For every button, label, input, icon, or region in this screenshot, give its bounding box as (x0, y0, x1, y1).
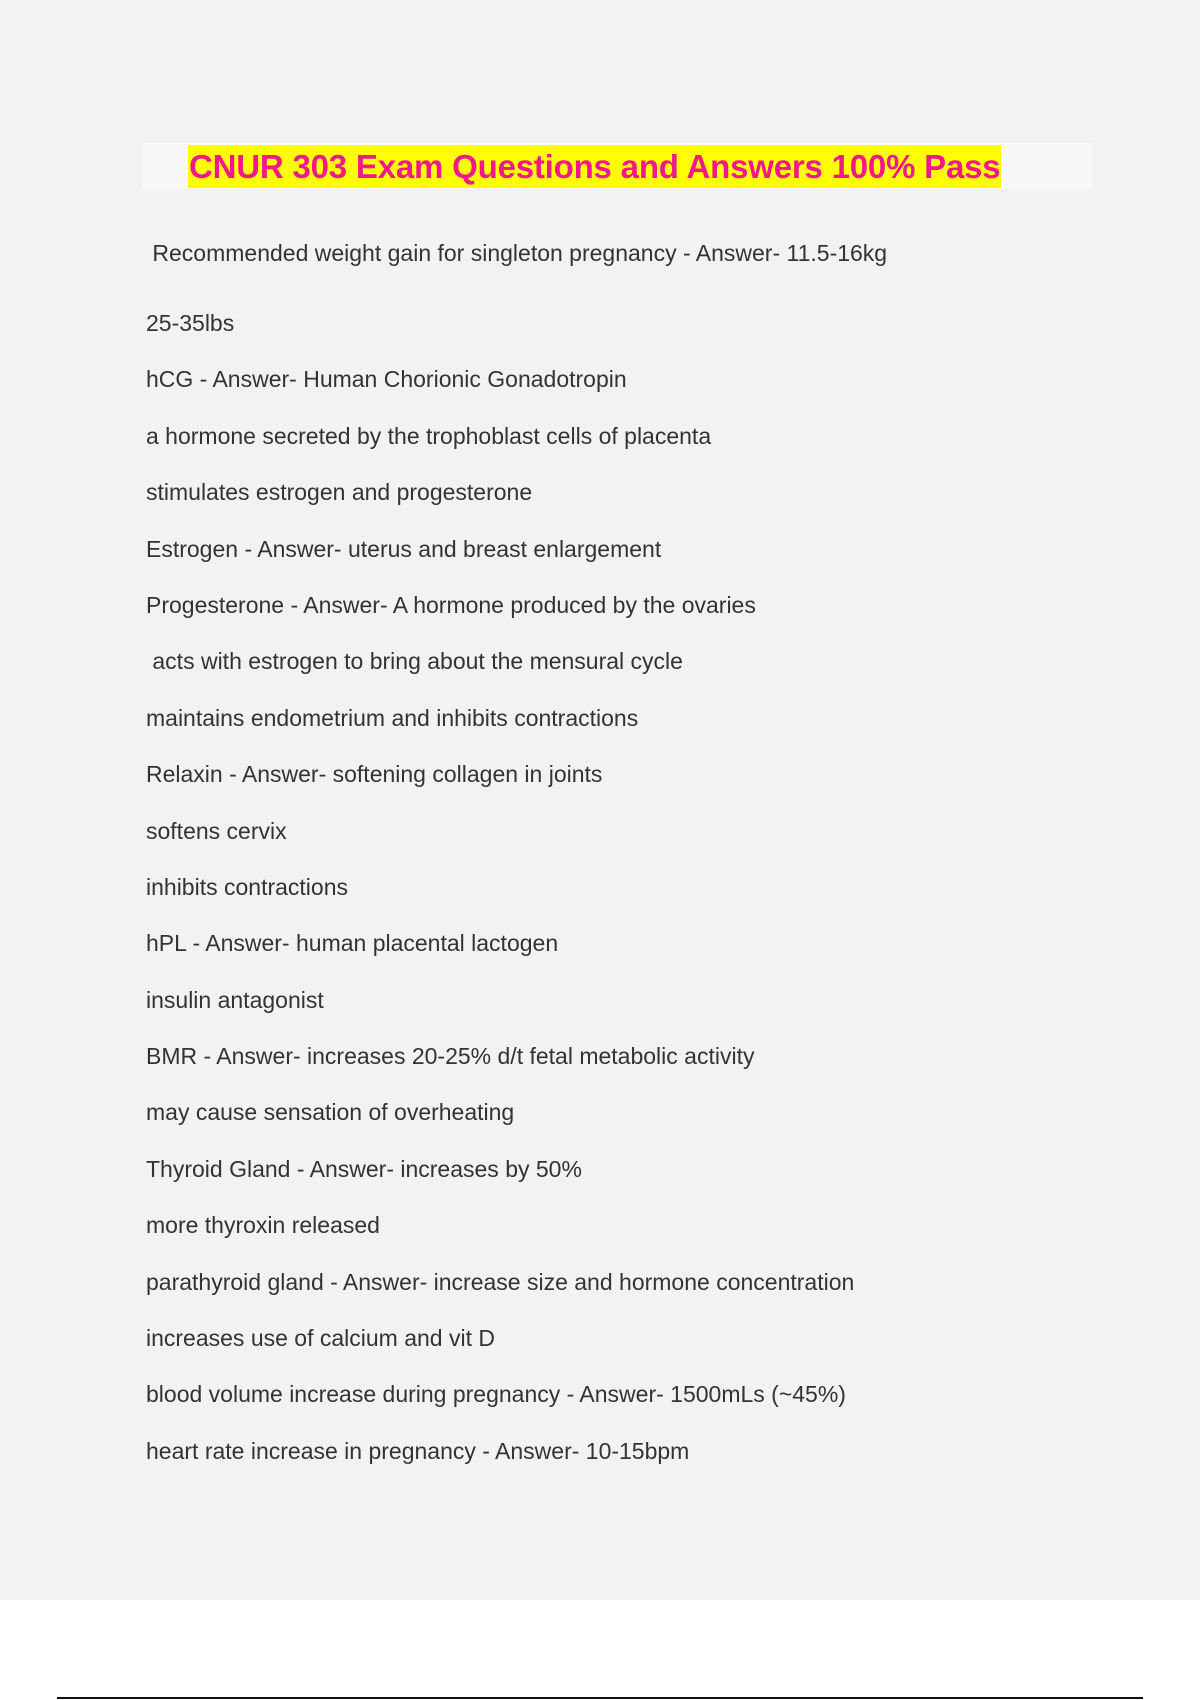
qa-line: Progesterone - Answer- A hormone produced by the ovaries (146, 591, 756, 618)
qa-line: stimulates estrogen and progesterone (146, 479, 533, 506)
qa-line: blood volume increase during pregnancy - Answer- 1500mLs (~45%) (146, 1381, 846, 1408)
qa-line: more thyroxin released (146, 1212, 380, 1239)
qa-line: Relaxin - Answer- softening collagen in joints (146, 761, 603, 788)
qa-line: heart rate increase in pregnancy - Answer- 10-15bpm (146, 1437, 690, 1464)
footer-rule (57, 1697, 1143, 1699)
document-title: CNUR 303 Exam Questions and Answers 100% Pass (188, 145, 1001, 188)
qa-line: parathyroid gland - Answer- increase size and hormone concentration (146, 1268, 855, 1295)
qa-list (146, 230, 1106, 1484)
qa-line: may cause sensation of overheating (146, 1099, 515, 1126)
qa-line: Estrogen - Answer- uterus and breast enlargement (146, 535, 662, 562)
qa-line: Thyroid Gland - Answer- increases by 50% (146, 1155, 582, 1182)
qa-line: softens cervix (146, 817, 287, 844)
qa-line: hCG - Answer- Human Chorionic Gonadotropin (146, 366, 627, 393)
qa-line: hPL - Answer- human placental lactogen (146, 930, 559, 957)
qa-line: acts with estrogen to bring about the mensural cycle (146, 648, 683, 675)
qa-line: BMR - Answer- increases 20-25% d/t fetal metabolic activity (146, 1043, 755, 1070)
qa-line: increases use of calcium and vit D (146, 1325, 495, 1352)
qa-line: 25-35lbs (146, 310, 235, 336)
qa-line: insulin antagonist (146, 986, 324, 1013)
qa-line: Recommended weight gain for singleton pregnancy - Answer- 11.5-16kg (146, 240, 888, 266)
qa-line: a hormone secreted by the trophoblast cells of placenta (146, 422, 712, 449)
qa-line: inhibits contractions (146, 873, 348, 900)
qa-line: maintains endometrium and inhibits contractions (146, 704, 639, 731)
